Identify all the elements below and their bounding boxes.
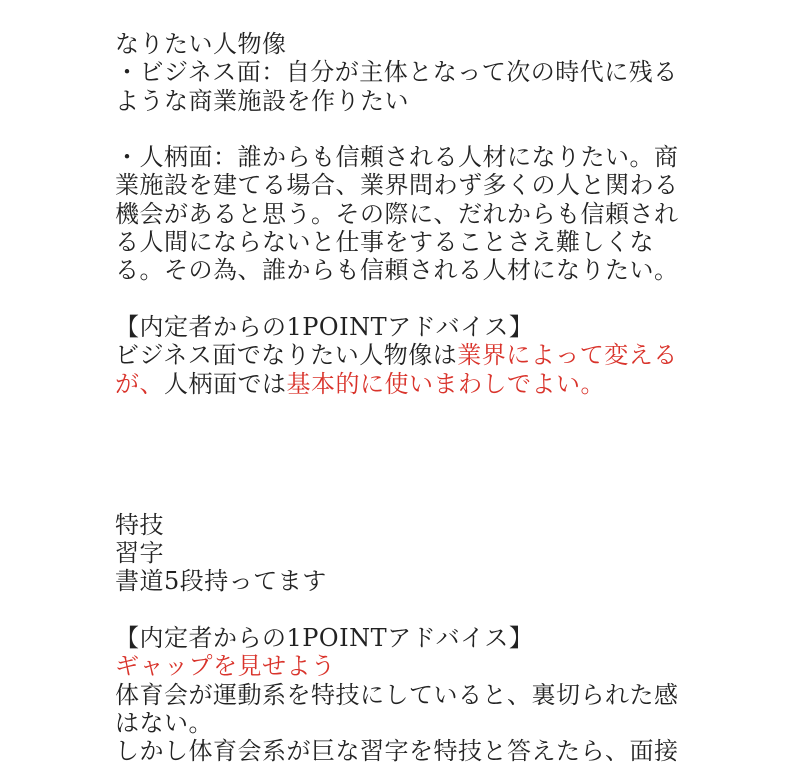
personality-line-3: 機会があると思う。その際に、だれからも信頼され — [115, 199, 679, 228]
spacer — [115, 285, 695, 313]
business-line-2: ような商業施設を作りたい — [115, 86, 409, 115]
personality-line-1: ・人柄面：誰からも信頼される人材になりたい。商 — [115, 143, 679, 172]
personality-line-4: る人間にならないと仕事をすることさえ難しくな — [115, 228, 654, 257]
advice-text-highlight: 基本的に使いまわしでよい。 — [286, 369, 605, 398]
spacer — [115, 596, 695, 624]
advice-title-1: 【内定者からの1POINTアドバイス】 — [115, 312, 534, 341]
skills-item-2: 書道5段持ってます — [115, 567, 327, 596]
skills-advice-highlight: ギャップを見せよう — [115, 652, 336, 681]
document-body — [115, 30, 695, 766]
personality-line-5: る。その為、誰からも信頼される人材になりたい。 — [115, 256, 679, 285]
skills-advice-line-1: 体育会が運動系を特技にしていると、裏切られた感 — [115, 680, 679, 709]
advice-text-plain: ビジネス面でなりたい人物像は — [115, 341, 458, 370]
advice-text-plain: 人柄面では — [164, 369, 287, 398]
advice-title-2: 【内定者からの1POINTアドバイス】 — [115, 624, 534, 653]
advice-text-highlight: が、 — [115, 369, 164, 398]
advice-line-1 — [115, 341, 695, 369]
skills-advice-line-2: はない。 — [115, 708, 213, 737]
business-line-1: ・ビジネス面：自分が主体となって次の時代に残る — [115, 58, 678, 87]
advice-text-highlight: 業界によって変える — [457, 341, 678, 370]
skills-heading: 特技 — [115, 510, 164, 539]
spacer — [115, 115, 695, 143]
spacer — [115, 398, 695, 511]
advice-line-2 — [115, 370, 695, 398]
ideal-person-heading: なりたい人物像 — [115, 30, 287, 58]
skills-advice-line-3: しかし体育会系が巨な習字を特技と答えたら、面接 — [115, 737, 679, 766]
personality-line-2: 業施設を建てる場合、業界問わず多くの人と関わる — [115, 171, 679, 200]
skills-item-1: 習字 — [115, 539, 164, 568]
